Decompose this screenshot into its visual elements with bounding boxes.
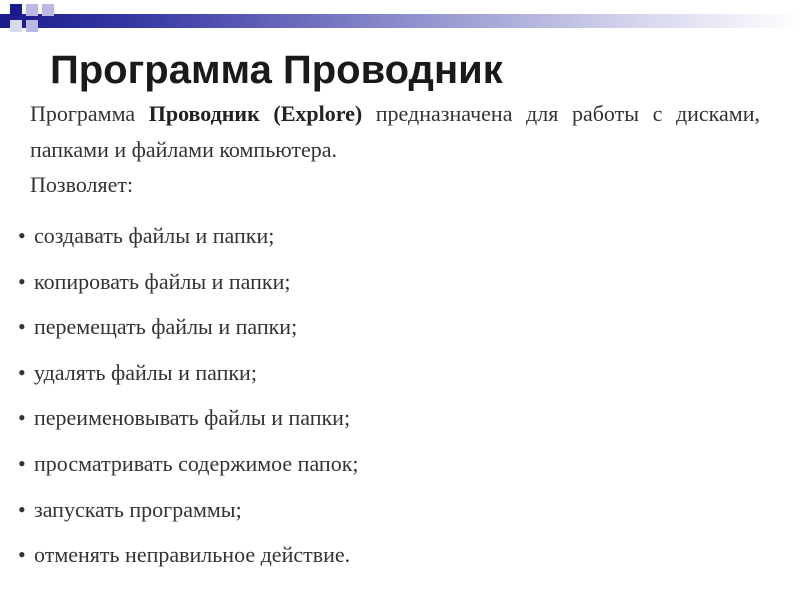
- bullet-icon: •: [18, 268, 26, 294]
- decor-square-dark: [10, 4, 22, 16]
- bullet-icon: •: [18, 542, 26, 568]
- list-item: [18, 262, 359, 308]
- list-item-text: удалять файлы и папки;: [34, 359, 257, 385]
- list-item: [18, 353, 359, 399]
- bullet-icon: •: [18, 405, 26, 431]
- list-item: [18, 535, 359, 581]
- intro-prefix: Программа: [30, 101, 149, 126]
- list-item-text: копировать файлы и папки;: [34, 268, 291, 294]
- list-item-text: создавать файлы и папки;: [34, 223, 275, 248]
- list-item-text: отменять неправильное действие.: [34, 542, 351, 568]
- intro-paragraph: [30, 96, 760, 168]
- list-item-text: переименовывать файлы и папки;: [34, 405, 351, 431]
- bullet-icon: •: [18, 359, 26, 385]
- list-item-text: просматривать содержимое папок;: [34, 450, 359, 476]
- list-item: [18, 216, 359, 262]
- header-gradient-bar: [0, 14, 800, 28]
- program-name: Проводник (Explore): [148, 101, 363, 126]
- bullet-icon: •: [18, 314, 26, 340]
- bullet-icon: •: [18, 450, 26, 476]
- decor-square-light: [10, 20, 22, 32]
- list-item-text: перемещать файлы и папки;: [34, 314, 298, 340]
- feature-list: [18, 216, 359, 581]
- decorative-squares: [0, 0, 60, 48]
- decor-square-light: [26, 20, 38, 32]
- list-item: [18, 307, 359, 353]
- bullet-icon: •: [18, 223, 26, 248]
- slide-title: Программа Проводник: [50, 48, 503, 92]
- decor-square-light: [42, 4, 54, 16]
- list-item: [18, 490, 359, 536]
- decor-square-light: [26, 4, 38, 16]
- list-item: [18, 398, 359, 444]
- allows-label: Позволяет:: [30, 172, 134, 197]
- list-item-text: запускать программы;: [34, 496, 242, 522]
- list-item: [18, 444, 359, 490]
- intro-suffix: предназначена для работы с дисками, папками и файлами компьютера.: [30, 101, 760, 162]
- bullet-icon: •: [18, 496, 26, 522]
